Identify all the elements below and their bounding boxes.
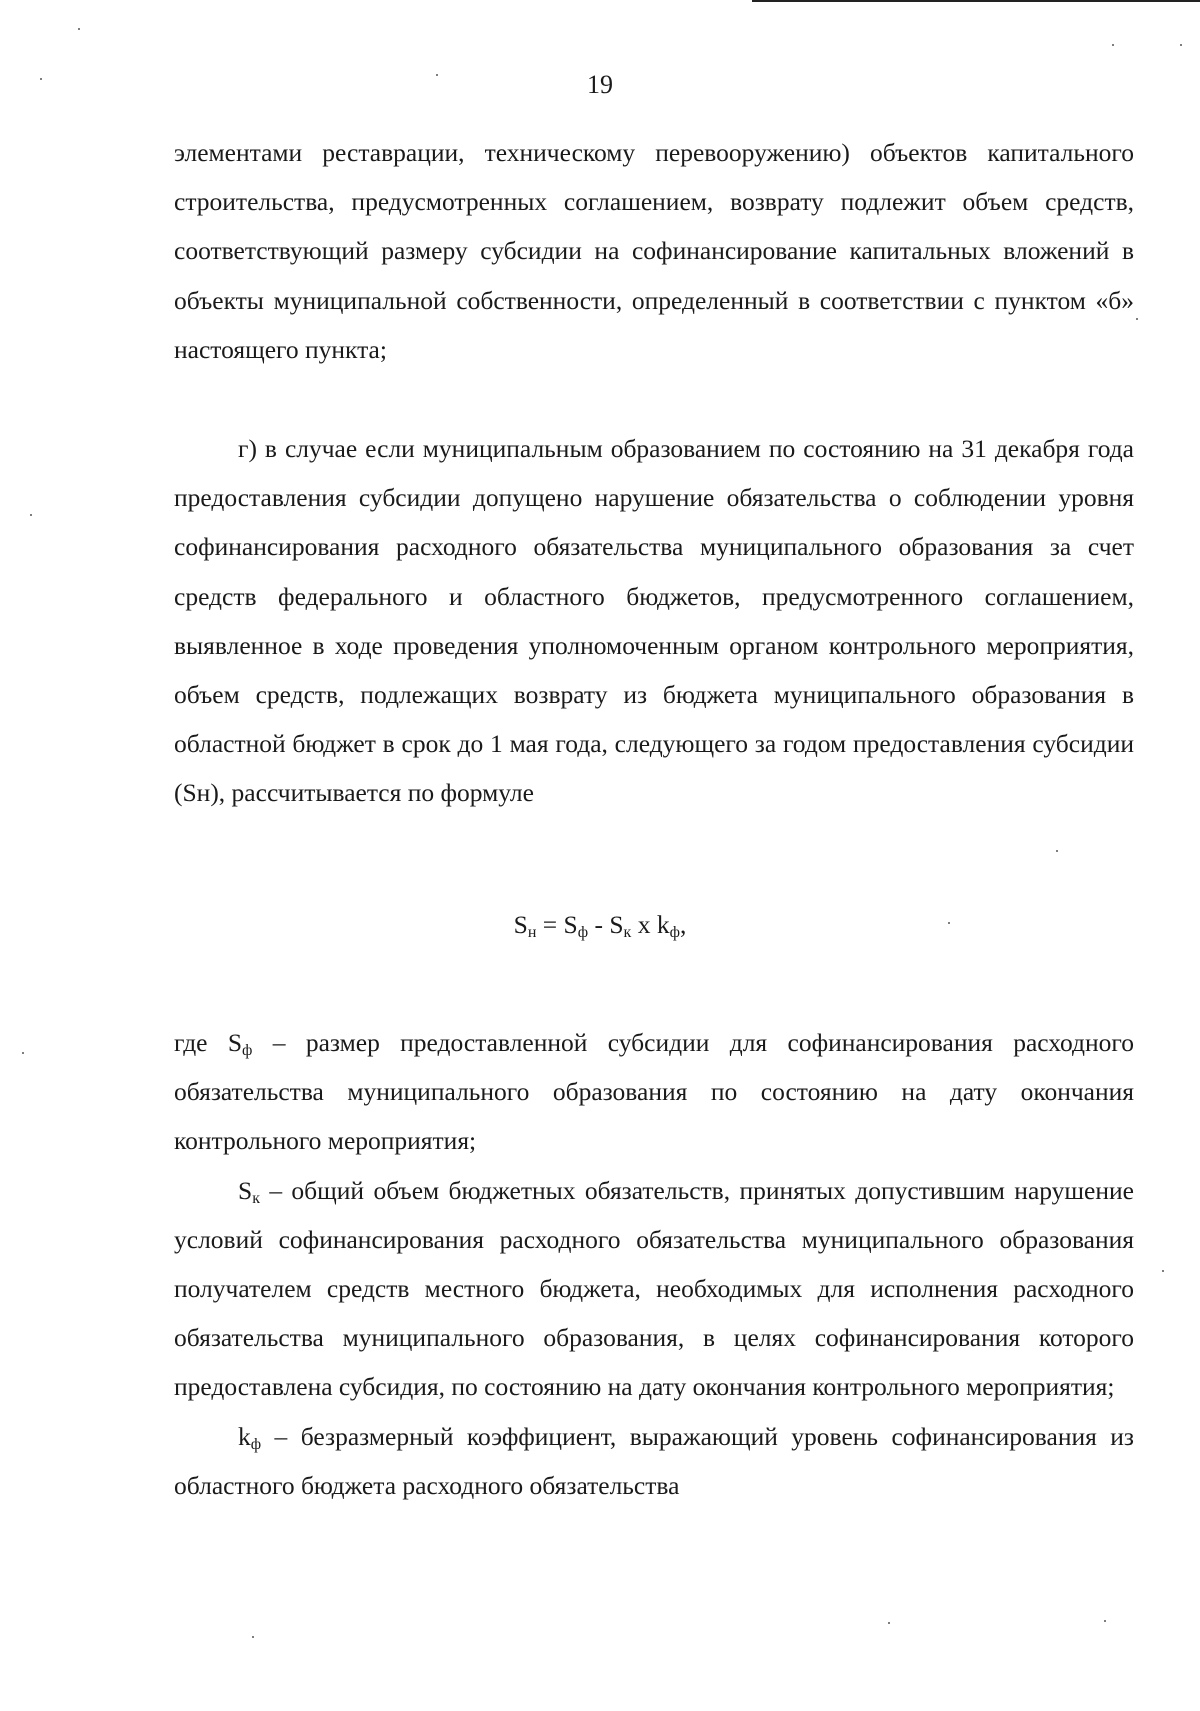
scan-speck [78, 28, 80, 30]
definition-k-f: $k_ф$ – безразмерный коэффициент, выражающий уровень софинансирования из областного бюджета расходного обязательства [174, 1421, 1134, 1500]
top-rule [752, 0, 1200, 2]
formula: $S_н = S_ф - S_к$ x $k_ф$, [513, 910, 687, 941]
text-block-clause-g [174, 424, 1134, 818]
paragraph-clause-g: г) в случае если муниципальным образованием по состоянию на 31 декабря года предоставления субсидии допущено нарушение обязательства о соблюдении уровня софинансирования расходного обязательства муниципального образования за счет средств федерального и областного бюджетов, предусмотренного соглашением, выявленное в ходе проведения уполномоченным органом контрольного мероприятия, объем средств, подлежащих возврату из бюджета муниципального образования в областной бюджет в срок до 1 мая года, следующего за годом предоставления субсидии (Sн), рассчитывается по формуле [174, 434, 1134, 808]
scan-speck [1056, 850, 1058, 852]
scan-speck [436, 74, 438, 76]
definition-s-k: $S_к$ – общий объем бюджетных обязательств, принятых допустившим нарушение условий софинансирования расходного обязательства муниципального образования получателем средств местного бюджета, необходимых для исполнения расходного обязательства муниципального образования, в целях софинансирования которого предоставлена субсидия, по состоянию на дату окончания контрольного мероприятия; [174, 1175, 1134, 1402]
scan-speck [1112, 44, 1114, 46]
scan-speck [22, 1052, 24, 1054]
scan-speck [1136, 318, 1138, 320]
scan-speck [40, 78, 42, 80]
page-number: 19 [587, 70, 613, 99]
scan-speck [252, 1636, 254, 1638]
scan-speck [1104, 1620, 1106, 1622]
scan-speck [1180, 44, 1182, 46]
scan-speck [30, 514, 32, 516]
scan-speck [888, 1622, 890, 1624]
paragraph-continuation: элементами реставрации, техническому перевооружению) объектов капитального строительства, предусмотренных соглашением, возврату подлежит объем средств, соответствующий размеру субсидии на софинансирование капитальных вложений в объекты муниципальной собственности, определенный в соответствии с пунктом «б» настоящего пункта; [174, 138, 1134, 364]
scan-speck [1162, 1270, 1164, 1272]
scan-speck [948, 922, 950, 924]
text-block-definitions [174, 1018, 1134, 1510]
text-block-top [174, 128, 1134, 374]
definition-s-f: где $S_ф$ – размер предоставленной субсидии для софинансирования расходного обязательства муниципального образования по состоянию на дату окончания контрольного мероприятия; [174, 1028, 1134, 1156]
